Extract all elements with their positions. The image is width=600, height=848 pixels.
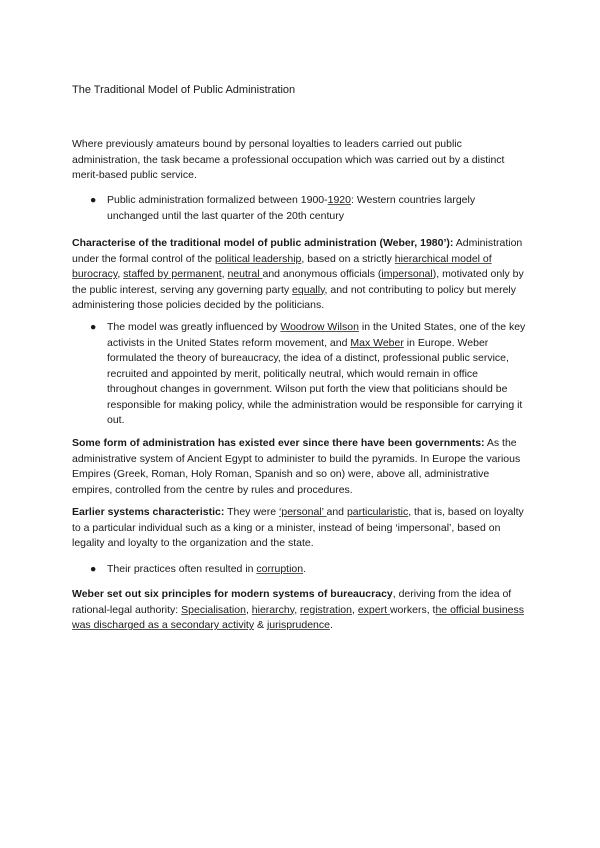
bullet-icon: ● [90, 194, 97, 206]
list-item-text: Public administration formalized between 1900-1920: Western countries largely unchanged until the last quarter of the 20th century [107, 194, 476, 222]
administration-history-paragraph: Some form of administration has existed ever since there have been governments: As the administrative system of Ancient Egypt to administer to build the pyramids. In Europe the various Empires (Greek, Roman, Holy Roman, Spanish and so on) were, above all, administrative empires, controlled from the centre by rules and procedures. [72, 437, 521, 496]
intro-paragraph: Where previously amateurs bound by personal loyalties to leaders carried out public administration, the task became a professional occupation which was carried out by a distinct merit-based public service. [72, 138, 505, 181]
traditional-model-paragraph: Characterise of the traditional model of public administration (Weber, 1980’): Administration under the formal control of the political leadership, based on a strictly hierarchical model of burocracy, staffed by permanent, neutral and anonymous officials (impersonal), motivated only by the public interest, serving any governing party equally, and not contributing to policy but merely administering those policies decided by the politicians. [72, 237, 524, 311]
comment-anchor[interactable]: jurisprudence [266, 619, 330, 631]
comment-anchor[interactable]: impersonal [381, 268, 433, 280]
comment-anchor[interactable]: Woodrow Wilson [280, 321, 359, 333]
comment-anchor[interactable]: expert [357, 603, 390, 616]
comment-anchor[interactable]: particularistic [346, 506, 409, 518]
list-item-text: The model was greatly influenced by Woodrow Wilson in the United States, one of the key activists in the United States reform movement, and Max Weber in Europe. Weber formulated the theory of bureaucracy, the idea of a distinct, professional public service, recruited and appointed by merit, politically neutral, which would remain in office throughout changes in government. Wilson put forth the view that politicians should be responsible for making policy, while the administration would be responsible for carrying it out. [107, 321, 526, 426]
comment-anchor[interactable]: Specialisation [181, 603, 246, 616]
comment-anchor[interactable]: neutral [227, 268, 263, 280]
comment-anchor[interactable]: staffed by permanent [123, 268, 222, 280]
comment-anchor[interactable]: hierarchical model of burocracy [72, 252, 492, 280]
comment-anchor[interactable]: 1920 [327, 194, 351, 206]
section-heading: Some form of administration has existed ever since there have been governments: [72, 437, 485, 449]
section-heading: Characterise of the traditional model of public administration (Weber, 1980’): [72, 237, 454, 249]
comment-anchor[interactable]: registration [300, 603, 352, 616]
earlier-systems-paragraph: Earlier systems characteristic: They were ‘personal’ and particularistic, that is, based on loyalty to a particular individual such as a king or a minister, instead of being ‘impersonal’, based on legality and loyalty to the organization and the state. [72, 506, 524, 549]
list-item-text: Their practices often resulted in corruption. [107, 563, 307, 575]
comment-anchor[interactable]: he official business was discharged as a secondary activity [72, 603, 524, 631]
comment-anchor[interactable]: Max Weber [350, 336, 404, 349]
comment-anchor[interactable]: hierarchy [251, 603, 295, 616]
comment-anchor[interactable]: corruption [256, 563, 304, 575]
bullet-icon: ● [90, 321, 97, 333]
page-title: The Traditional Model of Public Administration [72, 84, 296, 96]
comment-anchor[interactable]: political leadership [215, 252, 302, 265]
weber-principles-paragraph: Weber set out six principles for modern systems of bureaucracy, deriving from the idea of rational-legal authority: Specialisation, hierarchy, registration, expert workers, the official business was discharged as a secondary activity & jurisprudence. [72, 588, 524, 631]
bullet-icon: ● [90, 563, 97, 575]
section-heading: Earlier systems characteristic: [72, 506, 225, 518]
comment-anchor[interactable]: ‘personal’ [279, 506, 327, 518]
comment-anchor[interactable]: equally [292, 283, 325, 296]
section-heading: Weber set out six principles for modern systems of bureaucracy [72, 588, 393, 600]
